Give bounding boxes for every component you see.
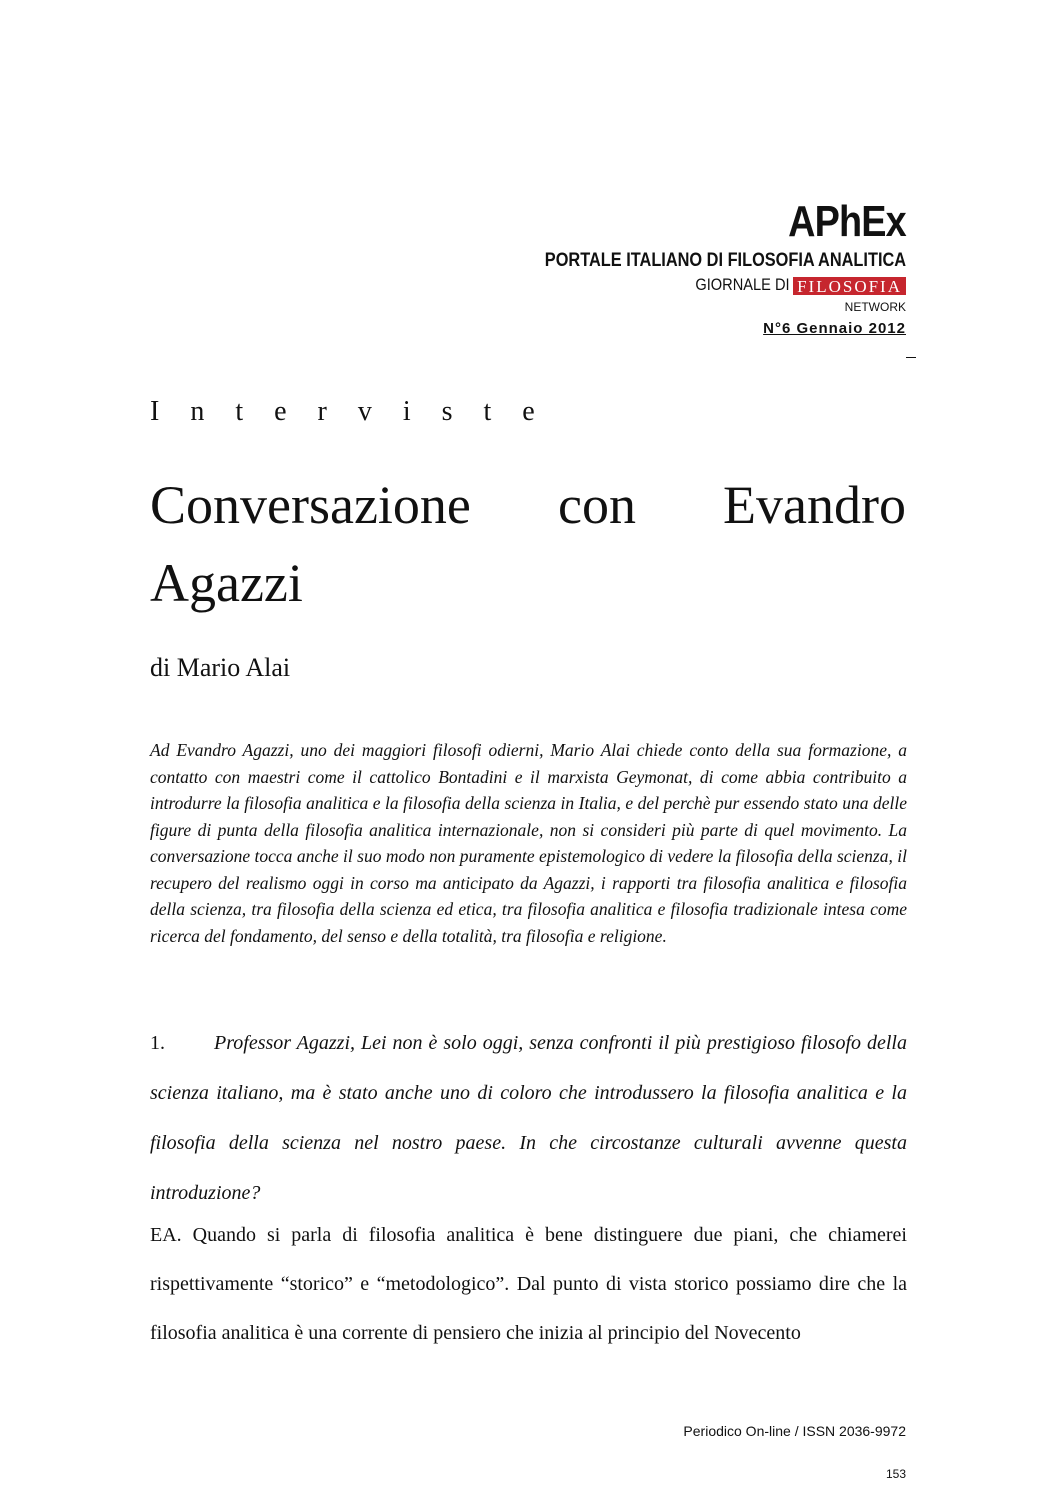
article-title: Conversazione con Evandro Agazzi <box>150 475 906 613</box>
section-heading: Interviste <box>150 396 566 427</box>
journal-logo: APhEx <box>788 197 906 246</box>
network-label: NETWORK <box>844 300 906 314</box>
question-number: 1. <box>150 1032 165 1054</box>
page-number: 153 <box>885 1467 906 1481</box>
giornale-label: GIORNALE DI <box>694 275 790 294</box>
journal-network-line <box>680 276 907 295</box>
article-abstract: Ad Evandro Agazzi, uno dei maggiori filosofi odierni, Mario Alai chiede conto della sua formazione, a contatto con maestri come il cattolico Bontadini e il marxista Geymonat, di come abbia contribuito a introdurre la filosofia analitica e la filosofia della scienza in Italia, e del perchè pur essendo stato una delle figure di punta della filosofia analitica internazionale, non si consideri più parte di quel movimento. La conversazione tocca anche il suo modo non puramente epistemologico di vedere la filosofia della scienza, il recupero del realismo oggi in corso ma anticipato da Agazzi, i rapporti tra filosofia analitica e filosofia della scienza, tra filosofia della scienza ed etica, tra filosofia analitica e filosofia tradizionale intesa come ricerca del fondamento, del senso e della totalità, tra filosofia e religione. <box>150 740 907 946</box>
filosofia-badge: FILOSOFIA <box>793 277 906 295</box>
interview-answer: EA. Quando si parla di filosofia analitica è bene distinguere due piani, che chiamerei rispettivamente “storico” e “metodologico”. Dal punto di vista storico possiamo dire che la filosofia analitica è una corrente di pensiero che inizia al principio del Novecento <box>150 1224 907 1344</box>
portal-name: PORTALE ITALIANO DI FILOSOFIA ANALITICA <box>544 250 906 271</box>
issue-info: N°6 Gennaio 2012 <box>763 320 906 337</box>
periodical-footer: Periodico On-line / ISSN 2036-9972 <box>683 1423 906 1439</box>
article-author: di Mario Alai <box>150 653 291 682</box>
header-rule <box>906 357 916 358</box>
interview-question <box>150 1018 907 1218</box>
question-text: Professor Agazzi, Lei non è solo oggi, senza confronti il più prestigioso filosofo della scienza italiano, ma è stato anche uno di coloro che introdussero la filosofia analitica e la filosofia della scienza nel nostro paese. In che circostanze culturali avvenne questa introduzione? <box>150 1032 907 1204</box>
